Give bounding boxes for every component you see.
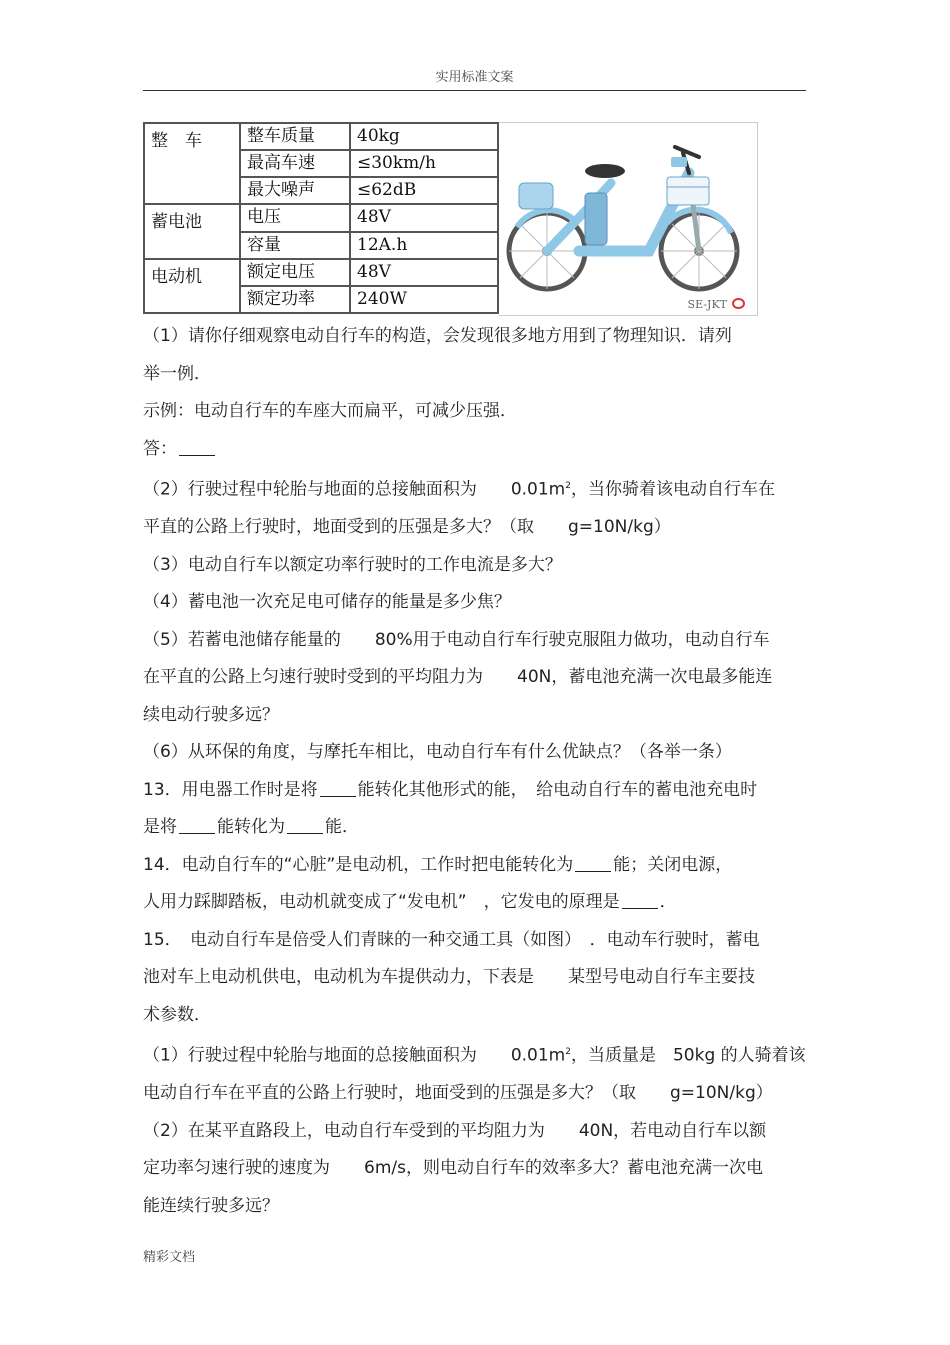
spec-figure	[143, 122, 759, 314]
spec-value: 48V	[350, 259, 498, 286]
spec-group-label: 蓄电池	[144, 204, 240, 258]
spec-name: 整车质量	[240, 123, 350, 150]
text-line: 平直的公路上行驶时，地面受到的压强是多大？（取 g=10N/kg）	[143, 517, 671, 538]
text-fragment: 能转化其他形式的能， 给电动自行车的蓄电池充电时	[357, 779, 758, 800]
brand-logo-icon	[732, 298, 745, 309]
text-line	[143, 847, 808, 885]
electric-bike-illustration	[499, 123, 757, 315]
text-line: （1）请你仔细观察电动自行车的构造，会发现很多地方用到了物理知识．请列	[143, 326, 732, 346]
table-row	[144, 204, 498, 231]
answer-blank	[179, 435, 215, 456]
text-line: 续电动行驶多远？	[143, 704, 279, 725]
spec-value: ≤30km/h	[350, 150, 498, 177]
superscript: 2	[565, 1047, 571, 1058]
spec-value: 12A.h	[350, 232, 498, 259]
text-line: （2）在某平直路段上，电动自行车受到的平均阻力为 40N，若电动自行车以额	[143, 1120, 767, 1141]
text-line: 定功率匀速行驶的速度为 6m/s，则电动自行车的效率多大？蓄电池充满一次电	[143, 1158, 763, 1179]
text-line: 示例：电动自行车的车座大而扁平，可减少压强．	[143, 401, 517, 421]
spec-value: 240W	[350, 286, 498, 313]
text-fragment: 能；关闭电源，	[613, 854, 733, 875]
text-fragment: 14．电动自行车的“心脏”是电动机，工作时把电能转化为	[143, 854, 574, 875]
text-line: （5）若蓄电池储存能量的 80%用于电动自行车行驶克服阻力做功，电动自行车	[143, 629, 770, 650]
page-footer: 精彩文档	[143, 1250, 196, 1265]
text-fragment: 能转化为	[217, 817, 285, 838]
text-line: （6）从环保的角度，与摩托车相比，电动自行车有什么优缺点？（各举一条）	[143, 742, 732, 763]
text-line	[143, 884, 808, 922]
text-fragment: （2）行驶过程中轮胎与地面的总接触面积为 0.01m	[143, 479, 566, 500]
text-line: 15． 电动自行车是倍受人们青睐的一种交通工具（如图） ．电动车行驶时，蓄电	[143, 929, 760, 950]
text-line	[143, 468, 808, 509]
electric-bike-image	[499, 122, 758, 316]
answer-blank	[575, 851, 611, 872]
spec-name: 额定电压	[240, 259, 350, 286]
text-fragment: 13．用电器工作时是将	[143, 779, 318, 800]
answer-blank	[287, 813, 323, 834]
spec-table	[143, 122, 499, 314]
spec-value: ≤62dB	[350, 177, 498, 204]
text-line: （4）蓄电池一次充足电可储存的能量是多少焦？	[143, 592, 511, 613]
spec-name: 最大噪声	[240, 177, 350, 204]
spec-group-label: 整 车	[144, 123, 240, 204]
spec-value: 40kg	[350, 123, 498, 150]
superscript: 2	[565, 481, 571, 491]
text-fragment: 是将	[143, 817, 177, 838]
spec-name: 额定功率	[240, 286, 350, 313]
image-caption: SE-JKT	[687, 298, 727, 311]
page-header	[143, 64, 806, 91]
text-fragment: ，当质量是 50kg 的人骑着该	[570, 1045, 806, 1066]
text-line: 池对车上电动机供电，电动机为车提供动力，下表是 某型号电动自行车主要技	[143, 967, 755, 988]
answer-blank	[179, 813, 215, 834]
text-fragment: 人用力踩脚踏板，电动机就变成了“发电机” ，它发电的原理是	[143, 892, 620, 913]
text-line	[143, 809, 808, 847]
answer-label: 答：	[143, 438, 177, 459]
text-line: 能连续行驶多远？	[143, 1195, 279, 1216]
text-fragment: 能．	[325, 817, 359, 838]
text-line: 术参数．	[143, 1004, 211, 1025]
text-line	[143, 772, 808, 810]
text-line: （3）电动自行车以额定功率行驶时的工作电流是多大？	[143, 554, 562, 575]
text-fragment: ，当你骑着该电动自行车在	[570, 479, 775, 500]
text-line: 电动自行车在平直的公路上行驶时，地面受到的压强是多大？（取 g=10N/kg）	[143, 1083, 773, 1104]
text-line: 在平直的公路上匀速行驶时受到的平均阻力为 40N，蓄电池充满一次电最多能连	[143, 667, 773, 688]
table-row	[144, 123, 498, 150]
header-title: 实用标准文案	[435, 70, 514, 85]
answer-blank	[320, 776, 356, 797]
spec-value: 48V	[350, 204, 498, 231]
spec-group-label: 电动机	[144, 259, 240, 313]
text-line: 举一例．	[143, 363, 211, 384]
table-row	[144, 259, 498, 286]
spec-name: 最高车速	[240, 150, 350, 177]
text-line	[143, 1034, 808, 1075]
question-text	[143, 318, 808, 1225]
text-fragment: （1）行驶过程中轮胎与地面的总接触面积为 0.01m	[143, 1045, 566, 1066]
text-fragment: ．	[659, 892, 677, 913]
text-line	[143, 431, 808, 469]
spec-name: 电压	[240, 204, 350, 231]
answer-blank	[622, 888, 658, 909]
spec-name: 容量	[240, 232, 350, 259]
